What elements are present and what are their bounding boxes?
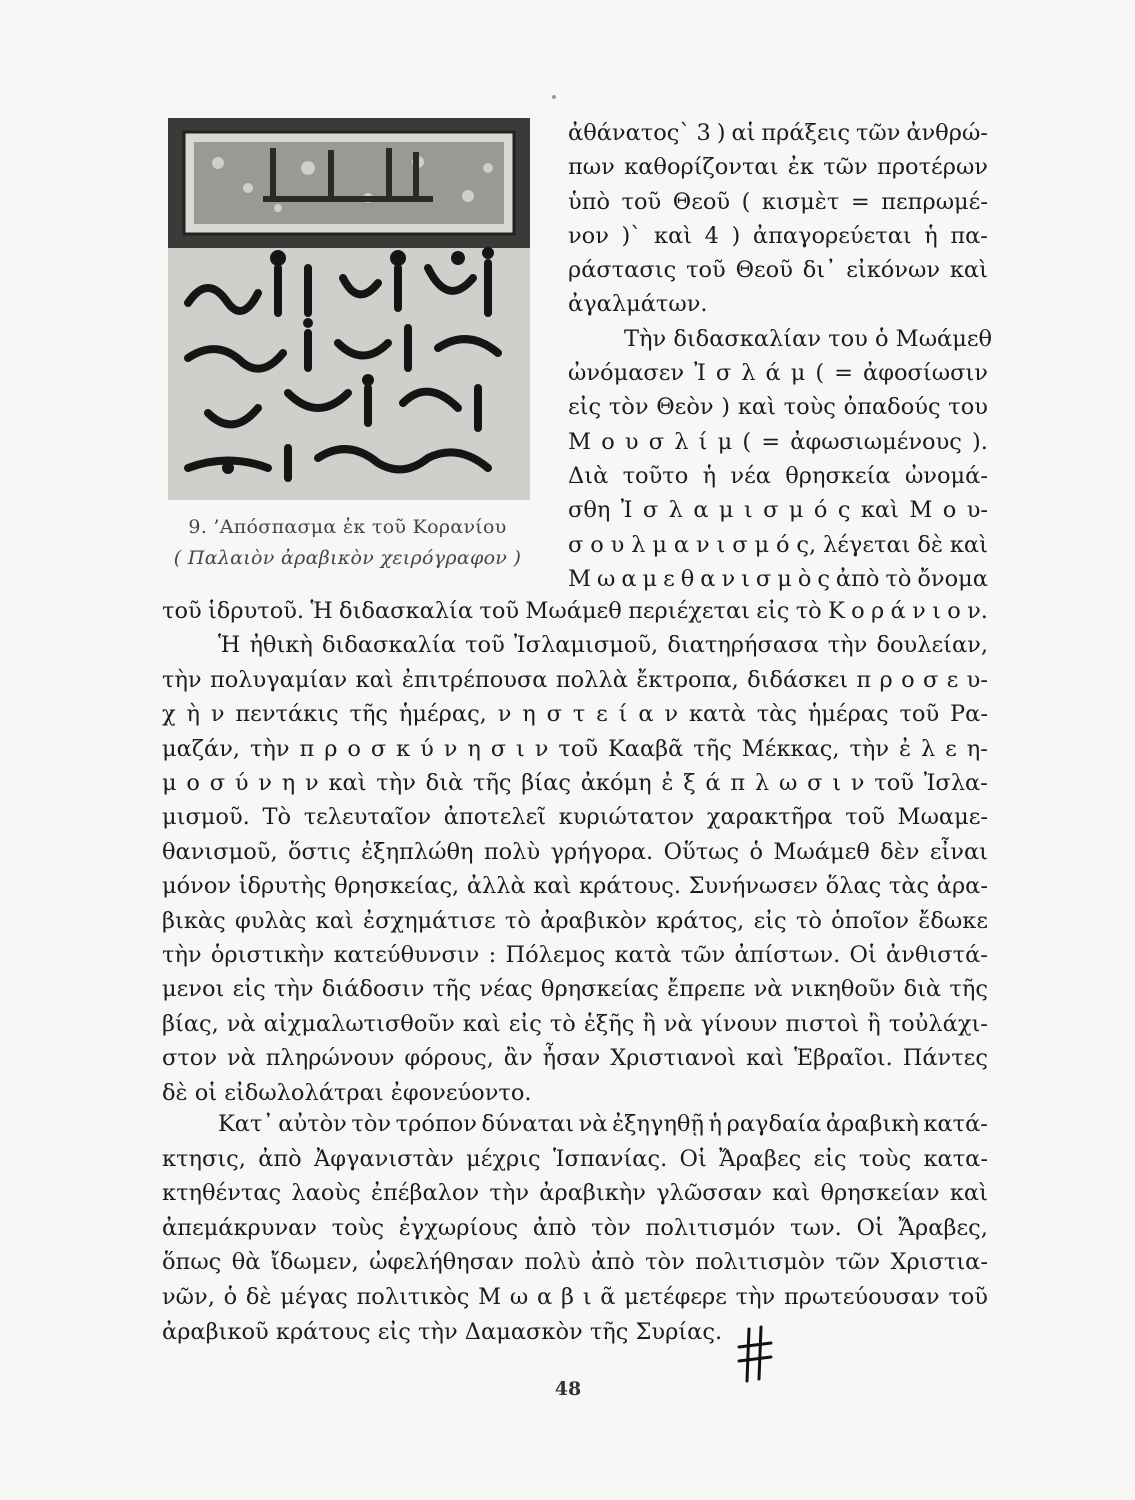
arabic-manuscript-image bbox=[168, 118, 530, 500]
handwritten-hash-mark bbox=[735, 1325, 775, 1385]
text-line: Διὰ τοῦτο ἡ νέα θρησκεία ὠνομά- bbox=[568, 462, 988, 489]
body-paragraph bbox=[162, 594, 988, 1110]
text-line: θανισμοῦ, ὅστις ἐξηπλώθη πολὺ γρήγορα. Οὕτως ὁ Μωάμεθ δὲν εἶναι bbox=[162, 838, 988, 865]
text-line: τὴν ὁριστικὴν κατεύθυνσιν : Πόλεμος κατὰ τῶν ἀπίστων. Οἱ ἀνθιστά- bbox=[162, 942, 988, 969]
text-line: μισμοῦ. Τὸ τελευταῖον ἀποτελεῖ κυριώτατον χαρακτῆρα τοῦ Μωαμε- bbox=[162, 804, 988, 831]
text-line: εἰς τὸν Θεὸν ) καὶ τοὺς ὀπαδούς του bbox=[568, 394, 988, 421]
text-line: κτησις, ἀπὸ Ἀφγανιστὰν μέχρις Ἱσπανίας. Οἱ Ἄραβες εἰς τοὺς κατα- bbox=[162, 1145, 988, 1172]
text-line: Μ ω α μ ε θ α ν ι σ μ ὸ ς ἀπὸ τὸ ὄνομα bbox=[568, 565, 988, 592]
text-line: νῶν, ὁ δὲ μέγας πολιτικὸς Μ ω α β ι ᾶ μετέφερε τὴν πρωτεύουσαν τοῦ bbox=[162, 1283, 988, 1310]
right-column-text bbox=[568, 116, 993, 596]
text-line: Ἡ ἠθικὴ διδασκαλία τοῦ Ἰσλαμισμοῦ, διατηρήσασα τὴν δουλείαν, bbox=[218, 632, 988, 659]
text-line: ὠνόμασεν Ἰ σ λ ά μ ( = ἀφοσίωσιν bbox=[568, 360, 988, 387]
text-line: Τὴν διδασκαλίαν του ὁ Μωάμεθ bbox=[624, 325, 993, 352]
text-line: στον νὰ πληρώνουν φόρους, ἂν ἦσαν Χριστιανοὶ καὶ Ἑβραῖοι. Πάντες bbox=[162, 1045, 988, 1072]
text-line: ἀγαλμάτων. bbox=[568, 291, 708, 318]
second-paragraph bbox=[162, 1107, 988, 1349]
text-line: ἀθάνατος` 3 ) αἱ πράξεις τῶν ἀνθρώ- bbox=[568, 120, 988, 146]
text-line: δὲ οἱ εἰδωλολάτραι ἐφονεύοντο. bbox=[162, 1079, 532, 1106]
text-line: μόνον ἱδρυτὴς θρησκείας, ἀλλὰ καὶ κράτους. Συνήνωσεν ὅλας τὰς ἀρα- bbox=[162, 873, 988, 900]
text-line: τοῦ ἱδρυτοῦ. Ἡ διδασκαλία τοῦ Μωάμεθ περιέχεται εἰς τὸ Κ ο ρ ά ν ι ο ν. bbox=[162, 598, 988, 624]
text-line: μ ο σ ύ ν η ν καὶ τὴν διὰ τῆς βίας ἀκόμη ἐ ξ ά π λ ω σ ι ν τοῦ Ἰσλα- bbox=[162, 770, 988, 797]
text-line: νον )` καὶ 4 ) ἀπαγορεύεται ἡ πα- bbox=[568, 222, 988, 249]
figure-caption bbox=[150, 512, 545, 574]
manuscript-figure bbox=[168, 118, 530, 500]
text-line: μαζάν, τὴν π ρ ο σ κ ύ ν η σ ι ν τοῦ Κααβᾶ τῆς Μέκκας, τὴν ἐ λ ε η- bbox=[162, 735, 988, 762]
text-line: βικὰς φυλὰς καὶ ἐσχημάτισε τὸ ἀραβικὸν κράτος, εἰς τὸ ὁποῖον ἔδωκε bbox=[162, 907, 988, 934]
text-line: μενοι εἰς τὴν διάδοσιν τῆς νέας θρησκείας ἔπρεπε νὰ νικηθοῦν διὰ τῆς bbox=[162, 976, 988, 1003]
text-line: Κατ᾽ αὐτὸν τὸν τρόπον δύναται νὰ ἐξηγηθῇ ἡ ραγδαία ἀραβικὴ κατά- bbox=[218, 1111, 988, 1137]
text-line: ὅπως θὰ ἴδωμεν, ὠφελήθησαν πολὺ ἀπὸ τὸν πολιτισμὸν τῶν Χριστια- bbox=[162, 1249, 988, 1276]
text-line: ἀραβικοῦ κράτους εἰς τὴν Δαμασκὸν τῆς Συρίας. bbox=[162, 1318, 723, 1345]
text-line: πων καθορίζονται ἐκ τῶν προτέρων bbox=[568, 154, 988, 181]
text-line: σ ο υ λ μ α ν ι σ μ ό ς, λέγεται δὲ καὶ bbox=[568, 531, 988, 558]
text-line: τὴν πολυγαμίαν καὶ ἐπιτρέπουσα πολλὰ ἔκτροπα, διδάσκει π ρ ο σ ε υ- bbox=[162, 666, 988, 693]
page-number: 48 bbox=[554, 1378, 582, 1400]
text-line: ἀπεμάκρυναν τοὺς ἐγχωρίους ἀπὸ τὸν πολιτισμόν των. Οἱ Ἄραβες, bbox=[162, 1214, 988, 1241]
caption-subtitle: ( Παλαιὸν ἀραβικὸν χειρόγραφον ) bbox=[173, 547, 522, 569]
text-line: Μ ο υ σ λ ί μ ( = ἀφωσιωμένους ). bbox=[568, 428, 988, 455]
caption-title: 9. ’Απόσπασμα ἐκ τοῦ Κορανίου bbox=[188, 516, 507, 538]
text-line: κτηθέντας λαοὺς ἐπέβαλον τὴν ἀραβικὴν γλῶσσαν καὶ θρησκείαν καὶ bbox=[162, 1180, 988, 1207]
text-line: βίας, νὰ αἰχμαλωτισθοῦν καὶ εἰς τὸ ἑξῆς ἢ νὰ γίνουν πιστοὶ ἢ τοὐλάχι- bbox=[162, 1010, 988, 1037]
text-line: ράστασις τοῦ Θεοῦ δι᾽ εἰκόνων καὶ bbox=[568, 257, 988, 284]
text-line: χ ὴ ν πεντάκις τῆς ἡμέρας, ν η σ τ ε ί α ν κατὰ τὰς ἡμέρας τοῦ Ρα- bbox=[162, 701, 988, 728]
text-line: ὑπὸ τοῦ Θεοῦ ( κισμὲτ = πεπρωμέ- bbox=[568, 188, 988, 215]
text-line: σθη Ἰ σ λ α μ ι σ μ ό ς καὶ Μ ο υ- bbox=[568, 497, 988, 524]
speck-mark bbox=[552, 95, 556, 99]
